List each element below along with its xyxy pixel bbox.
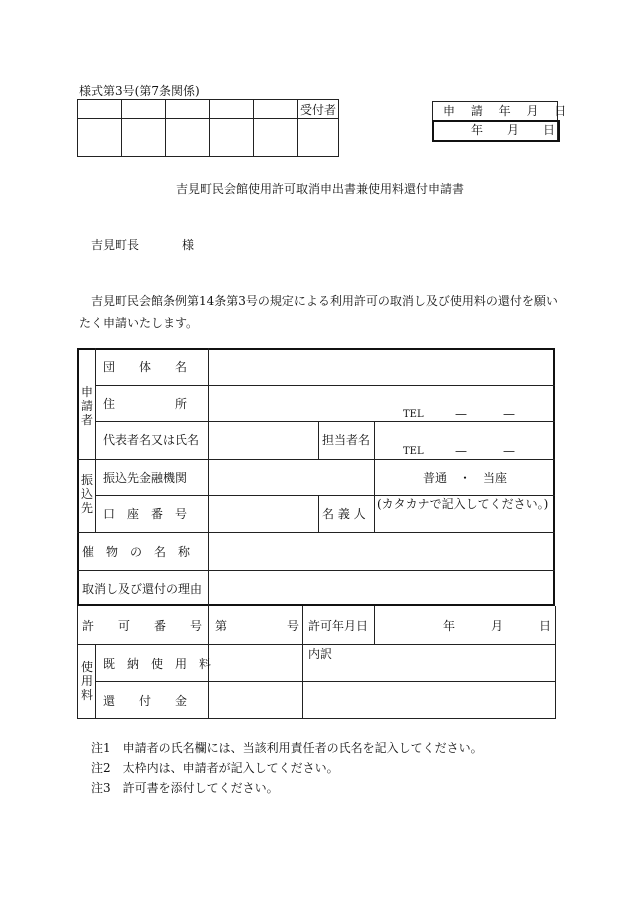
transfer-section-label: 振込先 <box>80 473 93 515</box>
permit-number-suffix: 号 <box>287 619 300 633</box>
addressee: 吉見町長 <box>91 238 140 252</box>
permit-date-field[interactable]: 年 月 日 <box>443 619 552 633</box>
reception-stamp-grid <box>77 99 339 157</box>
org-name-label: 団 体 名 <box>103 360 188 374</box>
permit-number-label: 許 可 番 号 <box>82 619 203 633</box>
event-name-input[interactable] <box>212 538 552 566</box>
refund-label: 還 付 金 <box>103 694 188 708</box>
document-title: 吉見町民会館使用許可取消申出書兼使用料還付申請書 <box>176 182 465 196</box>
applicant-section-label: 申請者 <box>80 385 93 427</box>
event-name-label: 催 物 の 名 称 <box>82 545 191 559</box>
account-type-select[interactable]: 普通 ・ 当座 <box>423 471 508 485</box>
stamp-cell <box>78 119 122 157</box>
paid-fee-label: 既 納 使 用 料 <box>103 657 212 671</box>
paid-fee-input[interactable] <box>212 650 298 676</box>
stamp-cell <box>166 100 210 119</box>
stamp-cell <box>298 119 339 157</box>
refund-input[interactable] <box>212 687 298 714</box>
representative-input[interactable] <box>212 426 314 454</box>
application-date-box <box>432 101 573 141</box>
contact-tel-label: TEL <box>403 446 424 457</box>
stamp-cell <box>122 100 166 119</box>
stamp-cell <box>210 100 254 119</box>
stamp-cell <box>166 119 210 157</box>
representative-label: 代表者名又は氏名 <box>103 433 200 447</box>
reception-label: 受付者 <box>298 100 339 119</box>
form-code: 様式第3号(第7条関係) <box>79 84 200 98</box>
fees-section-label: 使用料 <box>80 660 93 702</box>
permit-date-label: 許可年月日 <box>308 619 369 633</box>
address-tel-label: TEL <box>403 409 424 420</box>
note-2: 注2 太枠内は、申請者が記入してください。 <box>91 761 339 775</box>
application-date-field: 年 月 日 <box>471 123 556 137</box>
breakdown-label: 内訳 <box>308 647 333 661</box>
stamp-cell <box>122 119 166 157</box>
permit-number-input[interactable] <box>226 614 286 638</box>
stamp-cell <box>254 100 298 119</box>
bank-input[interactable] <box>212 464 370 490</box>
addressee-honorific: 様 <box>182 238 195 252</box>
permit-number-prefix: 第 <box>215 619 228 633</box>
bank-label: 振込先金融機関 <box>103 471 188 485</box>
account-holder-note: (カタカナで記入してください。) <box>377 497 549 511</box>
application-date-header: 申 請 年 月 日 <box>443 104 573 118</box>
stamp-cell <box>210 119 254 157</box>
address-tel-dashes: — — <box>455 407 516 421</box>
stamp-cell <box>78 100 122 119</box>
reason-label: 取消し及び還付の理由 <box>82 582 203 596</box>
contact-tel-dashes: — — <box>455 444 516 458</box>
stamp-cell <box>254 119 298 157</box>
contact-person-label: 担当者名 <box>322 433 371 447</box>
body-text-line-1: 吉見町民会館条例第14条第3号の規定による利用許可の取消し及び使用料の還付を願い <box>91 294 558 308</box>
body-text-line-2: たく申請いたします。 <box>79 316 199 330</box>
account-number-input[interactable] <box>212 500 314 527</box>
address-label: 住 所 <box>103 397 188 411</box>
org-name-input[interactable] <box>212 358 552 382</box>
reason-input[interactable] <box>212 575 552 602</box>
note-1: 注1 申請者の氏名欄には、当該利用責任者の氏名を記入してください。 <box>91 741 483 755</box>
account-number-label: 口 座 番 号 <box>103 507 188 521</box>
note-3: 注3 許可書を添付してください。 <box>91 781 279 795</box>
account-holder-label: 名 義 人 <box>322 507 366 521</box>
